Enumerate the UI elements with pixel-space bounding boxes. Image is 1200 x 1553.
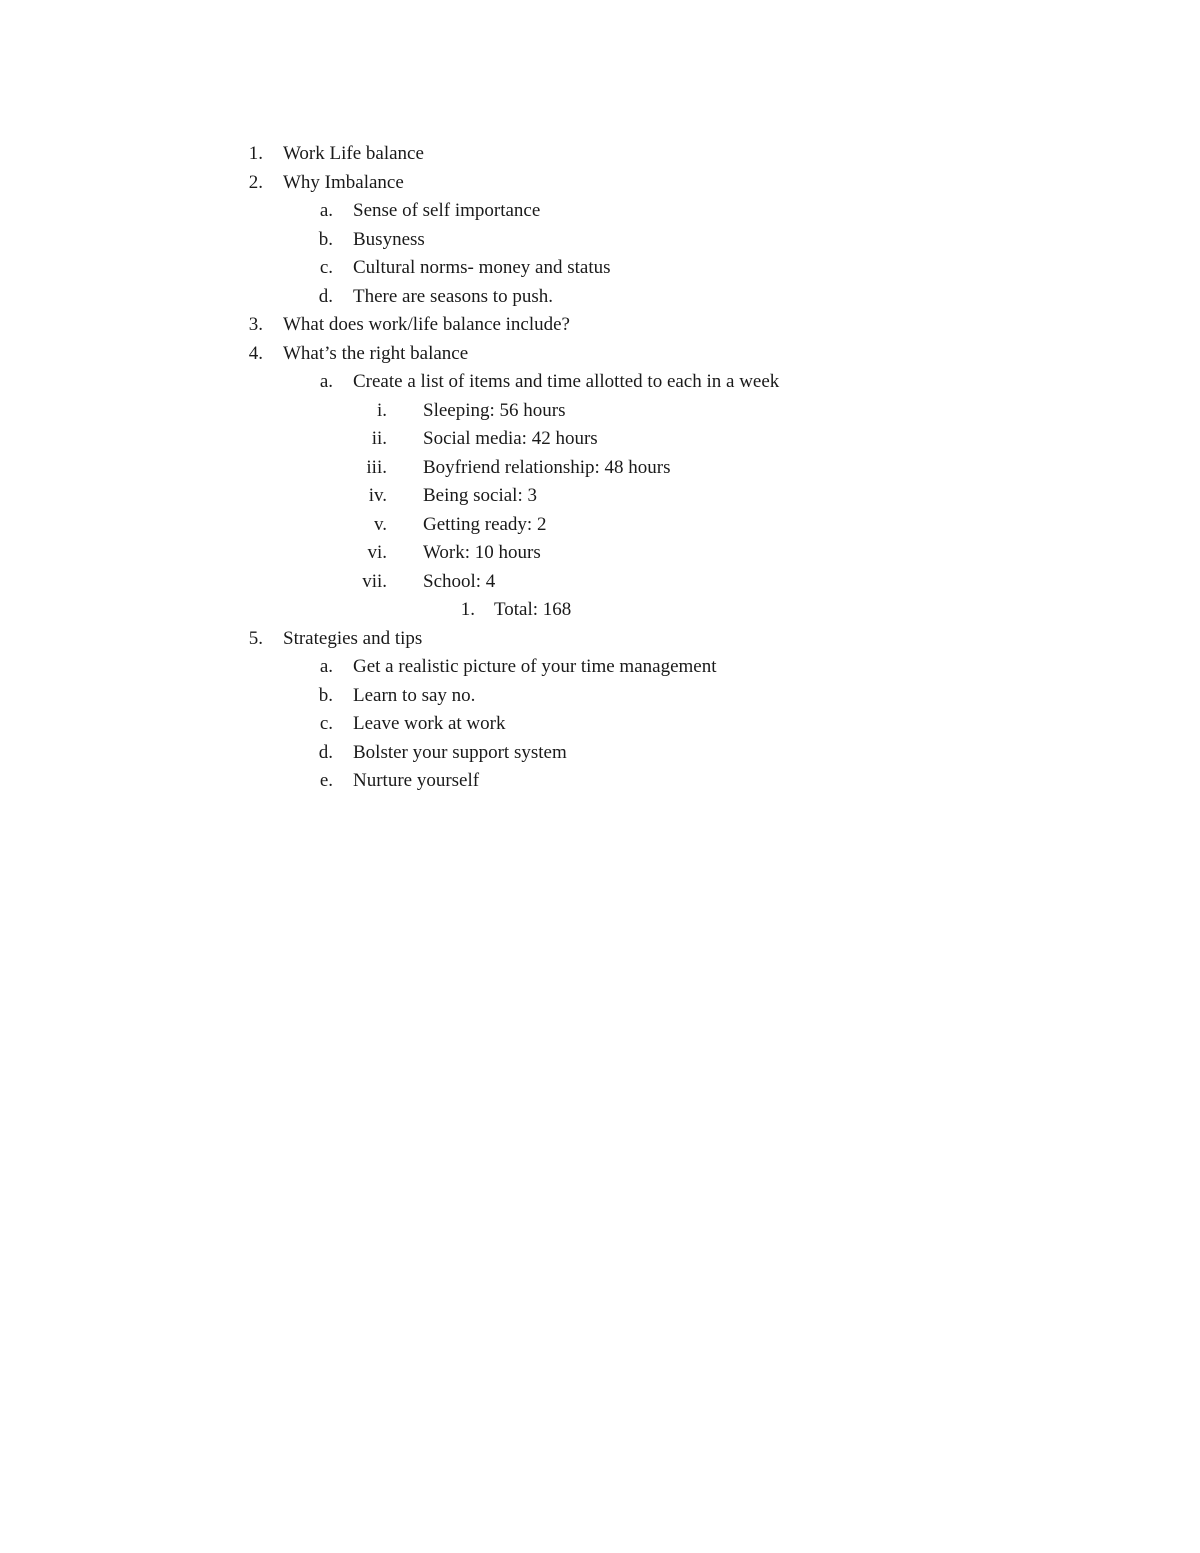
outline-subsubitem: [0, 482, 1200, 511]
item-marker: b.: [318, 684, 333, 706]
item-text: Work: 10 hours: [423, 542, 541, 563]
outline-subsubitem: [0, 397, 1200, 426]
item-marker: d.: [318, 285, 333, 307]
outline-subsubitem: [0, 425, 1200, 454]
item-text: Bolster your support system: [353, 741, 567, 763]
outline-subsubitem: [0, 454, 1200, 483]
item-marker: 3.: [248, 314, 263, 335]
item-marker: ii.: [371, 428, 387, 449]
item-marker: c.: [319, 257, 333, 278]
outline-subitem: [0, 368, 1200, 397]
outline-subitem: [0, 197, 1200, 226]
item-text: Nurture yourself: [353, 770, 480, 791]
item-marker: a.: [319, 200, 333, 221]
outline-subitem: [0, 226, 1200, 255]
item-marker: a.: [319, 656, 333, 677]
outline-subitem: [0, 710, 1200, 739]
outline-item: [0, 169, 1200, 198]
outline-subitem: [0, 653, 1200, 682]
item-marker: 2.: [248, 171, 263, 193]
item-text: Cultural norms- money and status: [353, 257, 611, 278]
outline-subsubitem: [0, 539, 1200, 568]
item-text: Social media: 42 hours: [423, 428, 598, 449]
item-marker: 5.: [248, 627, 263, 649]
item-marker: vii.: [362, 570, 387, 592]
item-text: School: 4: [423, 570, 496, 592]
item-marker: vi.: [367, 542, 387, 563]
item-marker: e.: [319, 770, 333, 791]
item-text: What’s the right balance: [283, 342, 469, 364]
outline-subsubitem: [0, 568, 1200, 597]
item-marker: c.: [319, 713, 333, 734]
outline-list: [0, 140, 1200, 796]
item-text: What does work/life balance include?: [283, 314, 570, 335]
outline-subitem: [0, 254, 1200, 283]
item-marker: iv.: [368, 485, 387, 506]
item-text: Strategies and tips: [283, 627, 423, 649]
outline-subitem: [0, 767, 1200, 796]
outline-subsubitem: [0, 511, 1200, 540]
item-marker: b.: [318, 228, 333, 250]
outline-item: [0, 140, 1200, 169]
outline-subitem: [0, 739, 1200, 768]
item-text: Total: 168: [494, 599, 572, 620]
item-text: Leave work at work: [353, 713, 506, 734]
item-text: Boyfriend relationship: 48 hours: [423, 456, 671, 478]
item-marker: d.: [318, 741, 333, 763]
item-text: Learn to say no.: [353, 684, 476, 706]
item-marker: 1.: [460, 599, 475, 620]
item-text: Sleeping: 56 hours: [423, 399, 566, 421]
outline-subitem: [0, 682, 1200, 711]
item-marker: v.: [373, 513, 387, 535]
item-marker: i.: [376, 399, 387, 421]
item-text: Get a realistic picture of your time management: [353, 656, 717, 677]
outline-item: [0, 625, 1200, 654]
item-text: Create a list of items and time allotted to each in a week: [353, 371, 780, 392]
item-text: Sense of self importance: [353, 200, 541, 221]
item-marker: 1.: [248, 143, 263, 164]
outline-item: [0, 311, 1200, 340]
outline-subitem: [0, 283, 1200, 312]
outline-level4-item: [0, 596, 1200, 625]
item-marker: 4.: [248, 342, 263, 364]
outline-item: [0, 340, 1200, 369]
item-text: Busyness: [353, 228, 425, 250]
item-text: Being social: 3: [423, 485, 537, 506]
item-text: Getting ready: 2: [423, 513, 547, 535]
item-marker: iii.: [366, 456, 387, 478]
item-text: Work Life balance: [283, 143, 424, 164]
item-text: Why Imbalance: [283, 171, 404, 193]
item-marker: a.: [319, 371, 333, 392]
item-text: There are seasons to push.: [353, 285, 553, 307]
